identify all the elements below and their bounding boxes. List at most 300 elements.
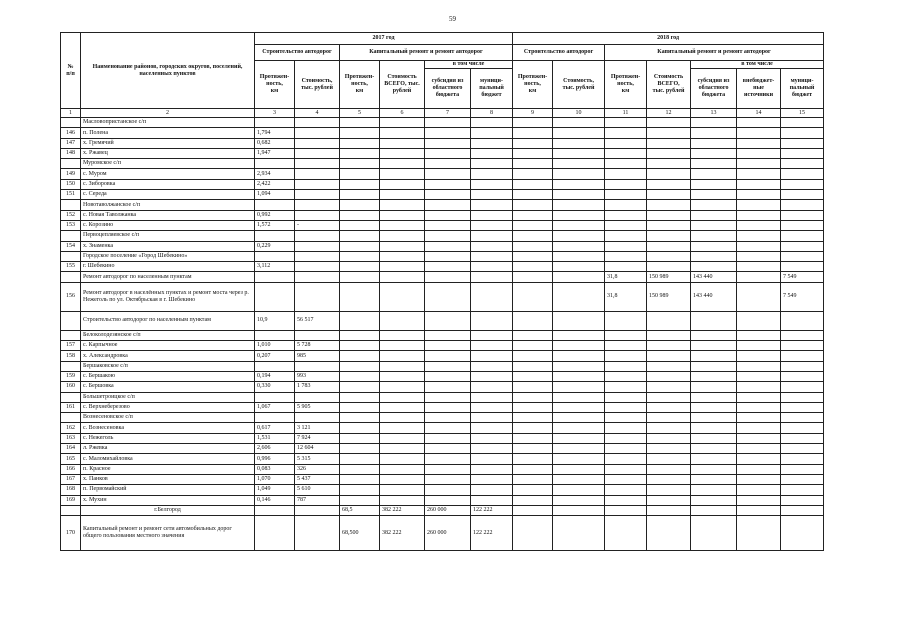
value-cell-col-10 — [553, 423, 605, 433]
value-cell-col-10 — [553, 138, 605, 148]
value-cell-col-4: 56 517 — [295, 311, 340, 330]
row-name-cell: с. Карпычное — [81, 341, 255, 351]
value-cell-col-8 — [471, 361, 513, 371]
value-cell-col-10 — [553, 220, 605, 230]
value-cell-col-8 — [471, 444, 513, 454]
value-cell-col-11 — [605, 413, 647, 423]
row-name-cell: с. Новая Таволжанка — [81, 210, 255, 220]
value-cell-col-8 — [471, 454, 513, 464]
header-construction-2018: Строительство автодорог — [513, 45, 605, 61]
value-cell-col-6 — [380, 190, 425, 200]
value-cell-col-15 — [781, 382, 824, 392]
value-cell-col-14 — [737, 516, 781, 551]
value-cell-col-7 — [425, 251, 471, 261]
value-cell-col-7 — [425, 402, 471, 412]
value-cell-col-9 — [513, 444, 553, 454]
value-cell-col-11 — [605, 474, 647, 484]
value-cell-col-9 — [513, 433, 553, 443]
value-cell-col-10 — [553, 169, 605, 179]
value-cell-col-7 — [425, 341, 471, 351]
value-cell-col-5 — [340, 454, 380, 464]
value-cell-col-8: 122 222 — [471, 505, 513, 515]
value-cell-col-7 — [425, 474, 471, 484]
value-cell-col-8 — [471, 311, 513, 330]
value-cell-col-11 — [605, 220, 647, 230]
value-cell-col-11 — [605, 118, 647, 128]
header-municipal-2018: муници- пальный бюджет — [781, 69, 824, 109]
row-number-cell: 158 — [61, 351, 81, 361]
value-cell-col-7 — [425, 330, 471, 340]
value-cell-col-15 — [781, 169, 824, 179]
value-cell-col-14 — [737, 361, 781, 371]
value-cell-col-15 — [781, 495, 824, 505]
column-index-cell: 9 — [513, 109, 553, 118]
value-cell-col-5 — [340, 330, 380, 340]
value-cell-col-12 — [647, 423, 691, 433]
value-cell-col-13: 143 440 — [691, 282, 737, 311]
row-number-cell: 165 — [61, 454, 81, 464]
value-cell-col-13 — [691, 454, 737, 464]
value-cell-col-10 — [553, 179, 605, 189]
table-row — [61, 485, 824, 495]
value-cell-col-4: 5 610 — [295, 485, 340, 495]
value-cell-col-10 — [553, 311, 605, 330]
value-cell-col-8 — [471, 351, 513, 361]
row-number-cell: 159 — [61, 371, 81, 381]
value-cell-col-14 — [737, 433, 781, 443]
header-repair-cost-2018: Стоимость ВСЕГО, тыс. рублей — [647, 61, 691, 109]
road-program-table — [60, 32, 824, 551]
value-cell-col-9 — [513, 200, 553, 210]
value-cell-col-6 — [380, 282, 425, 311]
value-cell-col-12 — [647, 128, 691, 138]
value-cell-col-15 — [781, 341, 824, 351]
value-cell-col-6 — [380, 262, 425, 272]
value-cell-col-14 — [737, 148, 781, 158]
table-row — [61, 138, 824, 148]
value-cell-col-11 — [605, 495, 647, 505]
value-cell-col-9 — [513, 220, 553, 230]
row-name-cell: г. Шебекино — [81, 262, 255, 272]
value-cell-col-3: 2,934 — [255, 169, 295, 179]
column-index-cell: 11 — [605, 109, 647, 118]
value-cell-col-13 — [691, 128, 737, 138]
value-cell-col-3 — [255, 159, 295, 169]
value-cell-col-11 — [605, 231, 647, 241]
value-cell-col-15 — [781, 262, 824, 272]
value-cell-col-5 — [340, 282, 380, 311]
value-cell-col-3 — [255, 118, 295, 128]
value-cell-col-3 — [255, 413, 295, 423]
row-name-cell: Бершаковское с/п — [81, 361, 255, 371]
row-number-cell: 168 — [61, 485, 81, 495]
table-row-section — [61, 251, 824, 261]
value-cell-col-11 — [605, 169, 647, 179]
value-cell-col-5 — [340, 361, 380, 371]
value-cell-col-6 — [380, 231, 425, 241]
value-cell-col-12 — [647, 351, 691, 361]
value-cell-col-7 — [425, 495, 471, 505]
value-cell-col-15 — [781, 220, 824, 230]
value-cell-col-7 — [425, 423, 471, 433]
value-cell-col-11 — [605, 454, 647, 464]
value-cell-col-12 — [647, 454, 691, 464]
value-cell-col-6 — [380, 433, 425, 443]
value-cell-col-12 — [647, 118, 691, 128]
value-cell-col-4: 326 — [295, 464, 340, 474]
value-cell-col-3: 1,572 — [255, 220, 295, 230]
value-cell-col-11 — [605, 200, 647, 210]
value-cell-col-11 — [605, 505, 647, 515]
value-cell-col-7 — [425, 128, 471, 138]
value-cell-col-11 — [605, 392, 647, 402]
value-cell-col-4 — [295, 179, 340, 189]
value-cell-col-11 — [605, 128, 647, 138]
value-cell-col-8 — [471, 128, 513, 138]
row-number-cell: 169 — [61, 495, 81, 505]
value-cell-col-11 — [605, 159, 647, 169]
value-cell-col-14 — [737, 485, 781, 495]
row-number-cell: 161 — [61, 402, 81, 412]
value-cell-col-9 — [513, 190, 553, 200]
value-cell-col-13 — [691, 148, 737, 158]
row-name-cell: Новотаволжанское с/п — [81, 200, 255, 210]
value-cell-col-3 — [255, 330, 295, 340]
value-cell-col-3: 2,422 — [255, 179, 295, 189]
value-cell-col-9 — [513, 495, 553, 505]
row-name-cell: с. Середа — [81, 190, 255, 200]
table-row — [61, 402, 824, 412]
value-cell-col-11 — [605, 351, 647, 361]
value-cell-col-10 — [553, 454, 605, 464]
row-number-cell: 160 — [61, 382, 81, 392]
value-cell-col-13 — [691, 138, 737, 148]
value-cell-col-3: 1,067 — [255, 402, 295, 412]
table-row — [61, 371, 824, 381]
value-cell-col-15 — [781, 516, 824, 551]
value-cell-col-10 — [553, 516, 605, 551]
value-cell-col-14 — [737, 138, 781, 148]
value-cell-col-8 — [471, 474, 513, 484]
value-cell-col-7: 260 000 — [425, 516, 471, 551]
value-cell-col-9 — [513, 311, 553, 330]
value-cell-col-3: 0,617 — [255, 423, 295, 433]
value-cell-col-4 — [295, 272, 340, 282]
value-cell-col-10 — [553, 444, 605, 454]
table-row — [61, 351, 824, 361]
row-name-cell: с. Корозино — [81, 220, 255, 230]
value-cell-col-10 — [553, 330, 605, 340]
value-cell-col-9 — [513, 231, 553, 241]
value-cell-col-3: 1,070 — [255, 474, 295, 484]
row-name-cell: п. Первомайский — [81, 485, 255, 495]
value-cell-col-6 — [380, 200, 425, 210]
value-cell-col-12 — [647, 169, 691, 179]
value-cell-col-15 — [781, 485, 824, 495]
value-cell-col-6 — [380, 351, 425, 361]
row-name-cell: с. Вознесеновка — [81, 423, 255, 433]
value-cell-col-5 — [340, 241, 380, 251]
value-cell-col-4: 993 — [295, 371, 340, 381]
value-cell-col-3: 0,992 — [255, 210, 295, 220]
value-cell-col-9 — [513, 516, 553, 551]
value-cell-col-9 — [513, 371, 553, 381]
value-cell-col-9 — [513, 351, 553, 361]
value-cell-col-14 — [737, 402, 781, 412]
value-cell-col-11 — [605, 251, 647, 261]
value-cell-col-3: 0,330 — [255, 382, 295, 392]
column-index-cell: 6 — [380, 109, 425, 118]
value-cell-col-10 — [553, 128, 605, 138]
value-cell-col-7 — [425, 361, 471, 371]
column-index-cell: 15 — [781, 109, 824, 118]
value-cell-col-4: 5 437 — [295, 474, 340, 484]
value-cell-col-6 — [380, 474, 425, 484]
value-cell-col-6 — [380, 210, 425, 220]
value-cell-col-14 — [737, 505, 781, 515]
header-capital-repair-2018: Капитальный ремонт и ремонт автодорог — [605, 45, 824, 61]
value-cell-col-14 — [737, 251, 781, 261]
value-cell-col-11 — [605, 341, 647, 351]
value-cell-col-9 — [513, 210, 553, 220]
column-index-cell: 1 — [61, 109, 81, 118]
value-cell-col-4 — [295, 516, 340, 551]
value-cell-col-12 — [647, 159, 691, 169]
value-cell-col-13 — [691, 159, 737, 169]
value-cell-col-4 — [295, 200, 340, 210]
row-name-cell: Первоцепляевское с/п — [81, 231, 255, 241]
value-cell-col-15 — [781, 423, 824, 433]
row-name-cell: с. Бершакою — [81, 371, 255, 381]
value-cell-col-9 — [513, 179, 553, 189]
table-row — [61, 454, 824, 464]
value-cell-col-6 — [380, 128, 425, 138]
value-cell-col-14 — [737, 169, 781, 179]
value-cell-col-13 — [691, 351, 737, 361]
row-name-cell: х. Знаменка — [81, 241, 255, 251]
value-cell-col-10 — [553, 262, 605, 272]
row-name-cell: с. Муром — [81, 169, 255, 179]
value-cell-col-7 — [425, 231, 471, 241]
value-cell-col-8 — [471, 402, 513, 412]
table-row-section — [61, 159, 824, 169]
value-cell-col-12 — [647, 371, 691, 381]
row-number-cell — [61, 272, 81, 282]
value-cell-col-9 — [513, 392, 553, 402]
row-name-cell: Большетроицкое с/п — [81, 392, 255, 402]
value-cell-col-13 — [691, 413, 737, 423]
value-cell-col-14 — [737, 392, 781, 402]
value-cell-col-9 — [513, 169, 553, 179]
value-cell-col-14 — [737, 159, 781, 169]
value-cell-col-12 — [647, 516, 691, 551]
value-cell-col-14 — [737, 179, 781, 189]
value-cell-col-8 — [471, 169, 513, 179]
value-cell-col-3: 3,112 — [255, 262, 295, 272]
value-cell-col-7 — [425, 382, 471, 392]
value-cell-col-3: 1,010 — [255, 341, 295, 351]
value-cell-col-15 — [781, 392, 824, 402]
value-cell-col-5 — [340, 200, 380, 210]
value-cell-col-4 — [295, 505, 340, 515]
value-cell-col-15 — [781, 200, 824, 210]
value-cell-col-8 — [471, 118, 513, 128]
row-name-cell: х. Гремячий — [81, 138, 255, 148]
value-cell-col-9 — [513, 282, 553, 311]
value-cell-col-6: 382 222 — [380, 516, 425, 551]
value-cell-col-9 — [513, 118, 553, 128]
row-number-cell: 153 — [61, 220, 81, 230]
value-cell-col-6 — [380, 371, 425, 381]
value-cell-col-14 — [737, 311, 781, 330]
value-cell-col-15 — [781, 311, 824, 330]
row-number-cell — [61, 231, 81, 241]
row-name-cell: х. Александровка — [81, 351, 255, 361]
row-name-cell: х. Ржавец — [81, 148, 255, 158]
value-cell-col-12 — [647, 433, 691, 443]
value-cell-col-5 — [340, 351, 380, 361]
value-cell-col-13 — [691, 485, 737, 495]
header-capital-repair-2017: Капитальный ремонт и ремонт автодорог — [340, 45, 513, 61]
row-name-cell: л. Ржевка — [81, 444, 255, 454]
value-cell-col-11 — [605, 148, 647, 158]
value-cell-col-9 — [513, 505, 553, 515]
row-name-cell: с. Нежеголь — [81, 433, 255, 443]
value-cell-col-3: 0,996 — [255, 454, 295, 464]
header-year-2018: 2018 год — [513, 33, 824, 45]
value-cell-col-12 — [647, 485, 691, 495]
value-cell-col-7: 260 000 — [425, 505, 471, 515]
value-cell-col-3 — [255, 361, 295, 371]
value-cell-col-4: 985 — [295, 351, 340, 361]
value-cell-col-5 — [340, 371, 380, 381]
value-cell-col-13 — [691, 423, 737, 433]
header-name — [81, 33, 255, 109]
value-cell-col-6 — [380, 138, 425, 148]
row-name-cell: х. Панков — [81, 474, 255, 484]
header-repair-length-2018: Протяжен- ность, км — [605, 61, 647, 109]
value-cell-col-8 — [471, 495, 513, 505]
value-cell-col-11: 31,8 — [605, 272, 647, 282]
column-index-cell: 8 — [471, 109, 513, 118]
value-cell-col-7 — [425, 433, 471, 443]
header-no-text: № п/п — [66, 63, 75, 77]
value-cell-col-6 — [380, 361, 425, 371]
value-cell-col-3: 1,531 — [255, 433, 295, 443]
value-cell-col-11 — [605, 444, 647, 454]
value-cell-col-13 — [691, 262, 737, 272]
value-cell-col-5 — [340, 251, 380, 261]
value-cell-col-14 — [737, 220, 781, 230]
table-row — [61, 169, 824, 179]
value-cell-col-11 — [605, 190, 647, 200]
value-cell-col-7 — [425, 169, 471, 179]
value-cell-col-12 — [647, 413, 691, 423]
value-cell-col-14 — [737, 118, 781, 128]
value-cell-col-12 — [647, 241, 691, 251]
row-number-cell: 164 — [61, 444, 81, 454]
table-row — [61, 382, 824, 392]
value-cell-col-13 — [691, 241, 737, 251]
value-cell-col-3: 1,947 — [255, 148, 295, 158]
value-cell-col-14 — [737, 423, 781, 433]
column-index-row — [61, 109, 824, 118]
value-cell-col-6 — [380, 179, 425, 189]
column-index-cell: 4 — [295, 109, 340, 118]
row-number-cell: 170 — [61, 516, 81, 551]
value-cell-col-4 — [295, 159, 340, 169]
row-number-cell — [61, 392, 81, 402]
value-cell-col-5 — [340, 402, 380, 412]
table-row — [61, 433, 824, 443]
value-cell-col-6 — [380, 241, 425, 251]
value-cell-col-8 — [471, 262, 513, 272]
header-subsidy-2018: субсидия из областного бюджета — [691, 69, 737, 109]
value-cell-col-14 — [737, 231, 781, 241]
value-cell-col-6 — [380, 413, 425, 423]
row-name-cell: Капитальный ремонт и ремонт сети автомобильных дорог общего пользования местного значения — [81, 516, 255, 551]
header-length-2018: Протяжен- ность, км — [513, 61, 553, 109]
value-cell-col-3: 0,207 — [255, 351, 295, 361]
value-cell-col-7 — [425, 179, 471, 189]
value-cell-col-8 — [471, 210, 513, 220]
value-cell-col-13: 143 440 — [691, 272, 737, 282]
value-cell-col-14 — [737, 282, 781, 311]
value-cell-col-13 — [691, 516, 737, 551]
row-number-cell: 150 — [61, 179, 81, 189]
value-cell-col-14 — [737, 190, 781, 200]
value-cell-col-5 — [340, 128, 380, 138]
value-cell-col-15 — [781, 330, 824, 340]
row-name-cell: с. Верхнеберезово — [81, 402, 255, 412]
value-cell-col-6 — [380, 220, 425, 230]
value-cell-col-8 — [471, 241, 513, 251]
value-cell-col-8 — [471, 272, 513, 282]
value-cell-col-11 — [605, 371, 647, 381]
value-cell-col-14 — [737, 495, 781, 505]
value-cell-col-9 — [513, 382, 553, 392]
value-cell-col-5 — [340, 220, 380, 230]
value-cell-col-11 — [605, 433, 647, 443]
value-cell-col-10 — [553, 159, 605, 169]
value-cell-col-15 — [781, 148, 824, 158]
value-cell-col-14 — [737, 464, 781, 474]
header-name-text: Наименование районов, городских округов, поселений, населенных пунктов — [92, 63, 243, 77]
value-cell-col-6 — [380, 148, 425, 158]
value-cell-col-9 — [513, 272, 553, 282]
value-cell-col-12 — [647, 402, 691, 412]
value-cell-col-3 — [255, 200, 295, 210]
value-cell-col-5 — [340, 433, 380, 443]
header-extrabudget-2018: внебюджет- ные источники — [737, 69, 781, 109]
column-index-cell: 7 — [425, 109, 471, 118]
value-cell-col-9 — [513, 423, 553, 433]
value-cell-col-13 — [691, 464, 737, 474]
value-cell-col-5 — [340, 179, 380, 189]
value-cell-col-8 — [471, 423, 513, 433]
row-number-cell: 152 — [61, 210, 81, 220]
value-cell-col-13 — [691, 251, 737, 261]
value-cell-col-5 — [340, 138, 380, 148]
value-cell-col-9 — [513, 361, 553, 371]
table-row-tall2 — [61, 516, 824, 551]
value-cell-col-11: 31,8 — [605, 282, 647, 311]
value-cell-col-4 — [295, 241, 340, 251]
value-cell-col-8 — [471, 220, 513, 230]
value-cell-col-10 — [553, 361, 605, 371]
value-cell-col-14 — [737, 341, 781, 351]
value-cell-col-11 — [605, 423, 647, 433]
